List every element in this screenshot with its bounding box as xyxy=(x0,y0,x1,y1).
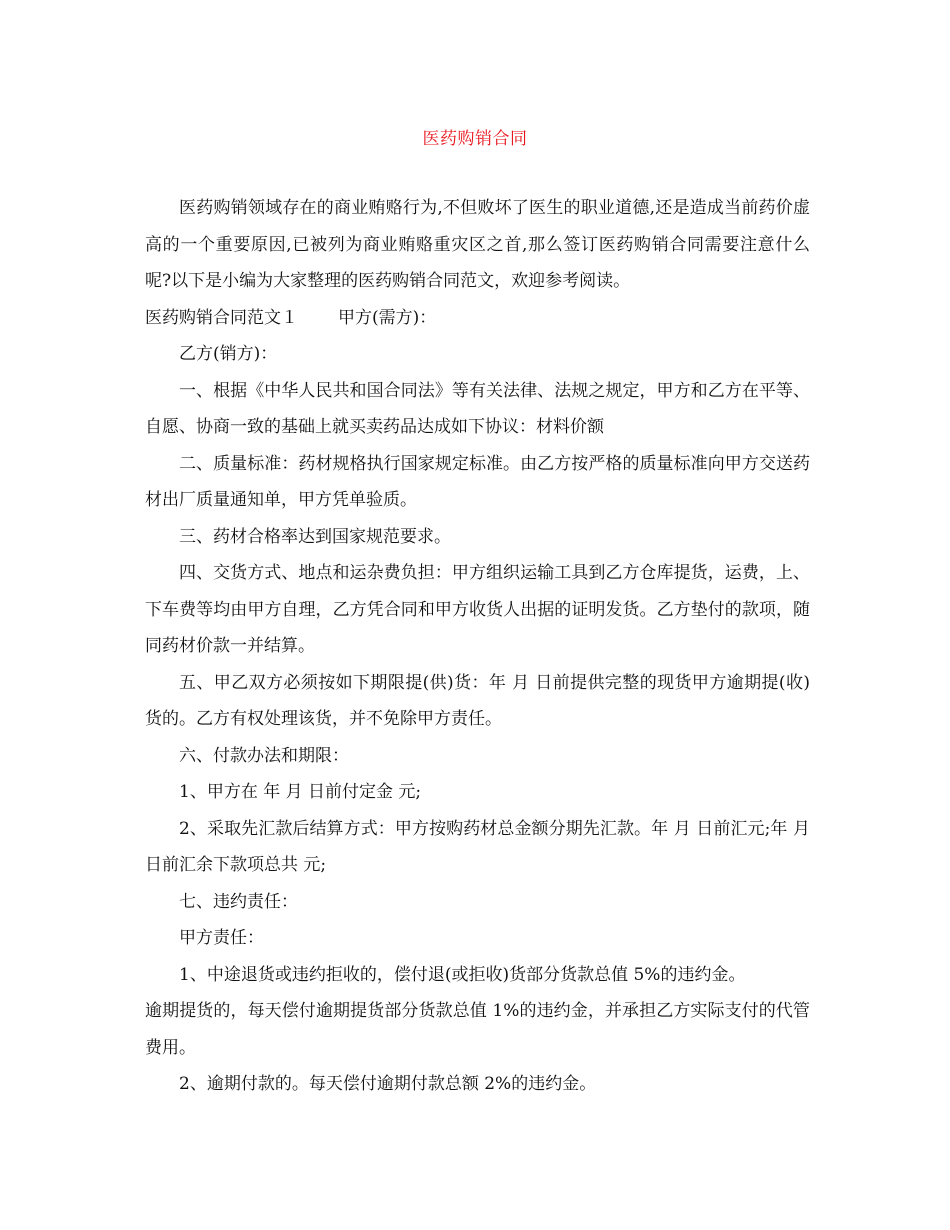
liability-late-pickup: 逾期提货的，每天偿付逾期提货部分货款总值 1%的违约金，并承担乙方实际支付的代管费用。 xyxy=(145,1001,810,1058)
document-title: 医药购销合同 xyxy=(422,129,528,149)
liability-item-1: 1、中途退货或违约拒收的，偿付退(或拒收)货部分货款总值 5%的违约金。 xyxy=(179,964,746,985)
clause-6-item-2: 2、采取先汇款后结算方式：甲方按购药材总金额分期先汇款。年 月 日前汇元;年 月 日前汇余下款项总共 元; xyxy=(145,818,810,875)
clause-6: 六、付款办法和期限： xyxy=(179,745,349,766)
liability-item-2: 2、逾期付款的。每天偿付逾期付款总额 2%的违约金。 xyxy=(179,1074,597,1094)
clause-6-item-1: 1、甲方在 年 月 日前付定金 元; xyxy=(179,782,422,802)
party-b-label: 乙方(销方)： xyxy=(179,344,278,364)
party-a-liability-heading: 甲方责任： xyxy=(179,928,264,948)
party-a-label: 甲方(需方)： xyxy=(338,307,437,328)
clause-7: 七、违约责任： xyxy=(179,891,298,912)
sample-heading: 医药购销合同范文１ xyxy=(145,307,298,328)
clause-4: 四、交货方式、地点和运杂费负担：甲方组织运输工具到乙方仓库提货，运费，上、下车费等均由甲方自理，乙方凭合同和甲方收货人出据的证明发货。乙方垫付的款项，随同药材价款一并结算。 xyxy=(145,563,810,656)
sample-heading-line xyxy=(145,300,810,337)
clause-1: 一、根据《中华人民共和国合同法》等有关法律、法规之规定，甲方和乙方在平等、自愿、协商一致的基础上就买卖药品达成如下协议：材料价额 xyxy=(145,380,810,437)
clause-2: 二、质量标准：药材规格执行国家规定标准。由乙方按严格的质量标准向甲方交送药材出厂质量通知单，甲方凭单验质。 xyxy=(145,453,810,510)
document-body xyxy=(145,190,810,1103)
clause-3: 三、药材合格率达到国家规范要求。 xyxy=(179,526,451,547)
clause-5: 五、甲乙双方必须按如下期限提(供)货：年 月 日前提供完整的现货甲方逾期提(收)货的。乙方有权处理该货，并不免除甲方责任。 xyxy=(145,672,810,729)
intro-paragraph: 医药购销领域存在的商业贿赂行为,不但败坏了医生的职业道德,还是造成当前药价虚高的一个重要原因,已被列为商业贿赂重灾区之首,那么签订医药购销合同需要注意什么呢?以下是小编为大家整理的医药购销合同范文，欢迎参考阅读。 xyxy=(145,198,810,291)
